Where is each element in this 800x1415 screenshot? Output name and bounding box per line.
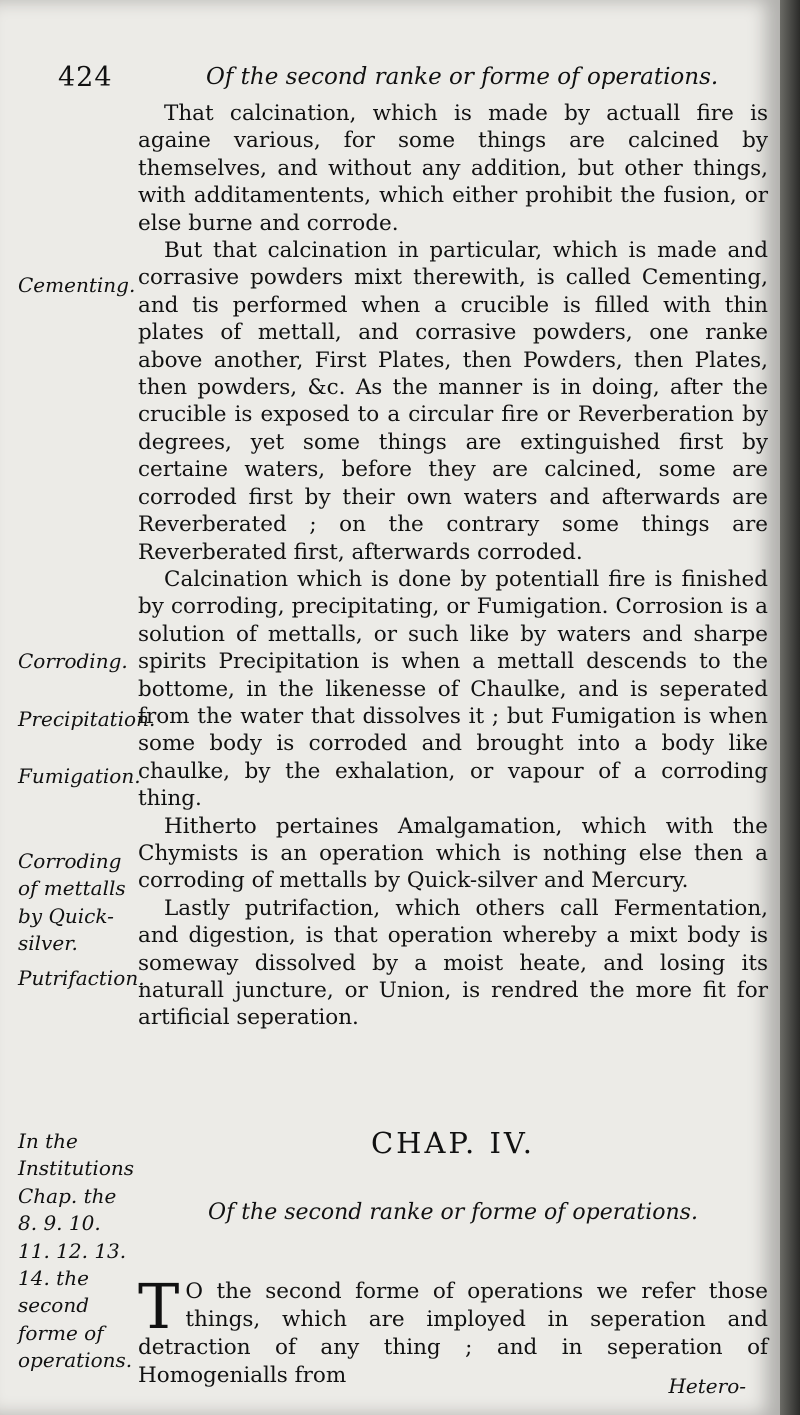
main-text xyxy=(138,100,768,1032)
page-edge-shadow xyxy=(780,0,800,1415)
paragraph-potentiall-fire: Calcination which is done by potentiall fire is finished by corroding, precipitating, or Fumigation. Corrosion is a solution of mettalls, or such like by waters and sharpe spirits Precipitation is when a mettall descends to the bottome, in the likenesse of Chaulke, and is seperated from the water that dissolves it ; but Fumigation is when some body is corroded and brought into a body like chaulke, by the exhalation, or vapour of a corroding thing. xyxy=(138,566,768,812)
margin-note-quick-silver: Corroding of mettalls by Quick-silver. xyxy=(18,849,126,956)
margin-note-corroding: Corroding. xyxy=(18,649,128,673)
page-number: 424 xyxy=(58,62,113,93)
margin-note-cementing: Cementing. xyxy=(18,273,136,297)
catchword: Hetero- xyxy=(668,1374,746,1398)
paragraph-putrifaction: Lastly putrifaction, which others call Fermentation, and digestion, is that operation whereby a mixt body is someway dissolved by a moist heate, and losing its naturall juncture, or Union, is rendred the more fit for artificial seperation. xyxy=(138,895,768,1031)
margin-note-precipitation: Precipitation. xyxy=(18,707,156,731)
paragraph-amalgamation: Hitherto pertaines Amalgamation, which with the Chymists is an operation which is nothing else then a corroding of mettalls by Quick-silver and Mercury. xyxy=(138,813,768,894)
chapter-title: CHAP. IV. xyxy=(370,1126,536,1160)
paragraph-cementing: But that calcination in particular, which is made and corrasive powders mixt therewith, is called Cementing, and tis performed when a crucible is filled with thin plates of mettall, and corrasive powders, one ranke above another, First Plates, then Powders, then Plates, then powders, &c. As the manner is in doing, after the crucible is exposed to a circular fire or Reverberation by degrees, yet some things are extinguished first by certaine waters, before they are calcined, some are corroded first by their own waters and afterwards are Reverberated ; on the contrary some things are Reverberated first, afterwards corroded. xyxy=(138,238,768,565)
margin-note-fumigation: Fumigation. xyxy=(18,764,141,788)
drop-cap: T xyxy=(138,1270,180,1343)
page-header xyxy=(58,62,768,98)
paragraph-calcination: That calcination, which is made by actuall fire is againe various, for some things are calcined by themselves, and without any addition, but other things, with additamentents, which either prohibit the fusion, or else burne and corrode. xyxy=(138,101,768,236)
chapter-subtitle: Of the second ranke or forme of operations. xyxy=(208,1200,698,1225)
margin-note-institutions: In the Institutions Chap. the 8. 9. 10. 11. 12. 13. 14. the second forme of operations. xyxy=(18,1129,135,1373)
chapter-opening-text: O the second forme of operations we refer those things, which are imployed in seperation and detraction of any thing ; and in seperation of Homogenialls from xyxy=(138,1279,768,1388)
margin-note-putrifaction: Putrifaction. xyxy=(18,966,145,990)
running-head: Of the second ranke or forme of operations. xyxy=(206,64,719,90)
